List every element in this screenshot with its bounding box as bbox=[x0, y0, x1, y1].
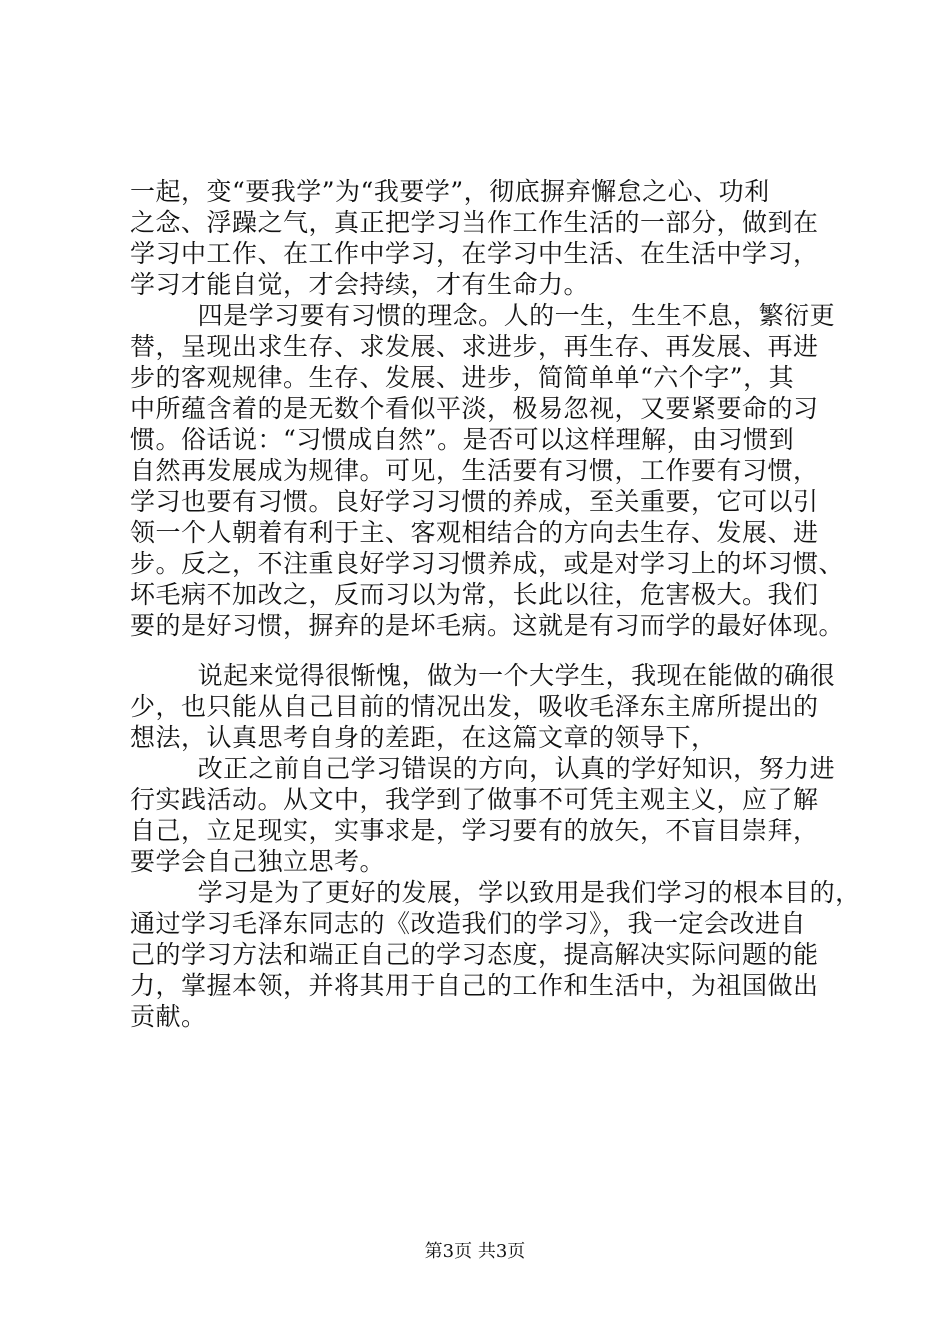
text-line: 少，也只能从自己目前的情况出发，吸收毛泽东主席所提出的 bbox=[130, 692, 819, 721]
text-line: 学习中工作、在工作中学习，在学习中生活、在生活中学习， bbox=[130, 239, 819, 268]
text-line: 行实践活动。从文中，我学到了做事不可凭主观主义，应了解 bbox=[130, 785, 819, 814]
page-number-footer: 第3页 共3页 bbox=[424, 1241, 526, 1262]
text-line: 替，呈现出求生存、求发展、求进步，再生存、再发展、再进 bbox=[130, 332, 819, 361]
text-line: 通过学习毛泽东同志的《改造我们的学习》，我一定会改进自 bbox=[130, 909, 807, 938]
text-line: 坏毛病不加改之，反而习以为常，长此以往，危害极大。我们 bbox=[130, 580, 819, 609]
text-line: 一起，变“要我学”为“我要学”，彻底摒弃懈怠之心、功利 bbox=[130, 177, 770, 206]
text-line: 学习是为了更好的发展，学以致用是我们学习的根本目的， bbox=[130, 878, 861, 907]
text-line: 中所蕴含着的是无数个看似平淡，极易忽视，又要紧要命的习 bbox=[130, 394, 819, 423]
text-line: 惯。俗话说：“习惯成自然”。是否可以这样理解，由习惯到 bbox=[130, 425, 795, 454]
text-line: 自己，立足现实，实事求是，学习要有的放矢，不盲目崇拜， bbox=[130, 816, 819, 845]
body-text-section-2 bbox=[130, 660, 861, 1032]
text-line: 之念、浮躁之气，真正把学习当作工作生活的一部分，做到在 bbox=[130, 208, 819, 237]
text-line: 贡献。 bbox=[130, 1002, 207, 1031]
text-line: 要的是好习惯，摒弃的是坏毛病。这就是有习而学的最好体现。 bbox=[130, 611, 845, 640]
text-line: 步的客观规律。生存、发展、进步，简简单单“六个字”，其 bbox=[130, 363, 795, 392]
text-line: 学习也要有习惯。良好学习习惯的养成，至关重要，它可以引 bbox=[130, 487, 819, 516]
text-line: 学习才能自觉，才会持续，才有生命力。 bbox=[130, 270, 590, 299]
text-line: 步。反之，不注重良好学习习惯养成，或是对学习上的坏习惯、 bbox=[130, 549, 845, 578]
text-line: 领一个人朝着有利于主、客观相结合的方向去生存、发展、进 bbox=[130, 518, 819, 547]
text-line: 四是学习要有习惯的理念。人的一生，生生不息，繁衍更 bbox=[130, 301, 836, 330]
body-text-section-1 bbox=[130, 176, 850, 641]
text-line: 想法，认真思考自身的差距，在这篇文章的领导下， bbox=[130, 723, 717, 752]
text-line: 改正之前自己学习错误的方向，认真的学好知识，努力进 bbox=[130, 754, 836, 783]
text-line: 己的学习方法和端正自己的学习态度，提高解决实际问题的能 bbox=[130, 940, 819, 969]
text-line: 自然再发展成为规律。可见，生活要有习惯，工作要有习惯， bbox=[130, 456, 819, 485]
text-line: 说起来觉得很惭愧，做为一个大学生，我现在能做的确很 bbox=[130, 661, 836, 690]
text-line: 力，掌握本领，并将其用于自己的工作和生活中，为祖国做出 bbox=[130, 971, 819, 1000]
text-line: 要学会自己独立思考。 bbox=[130, 847, 386, 876]
